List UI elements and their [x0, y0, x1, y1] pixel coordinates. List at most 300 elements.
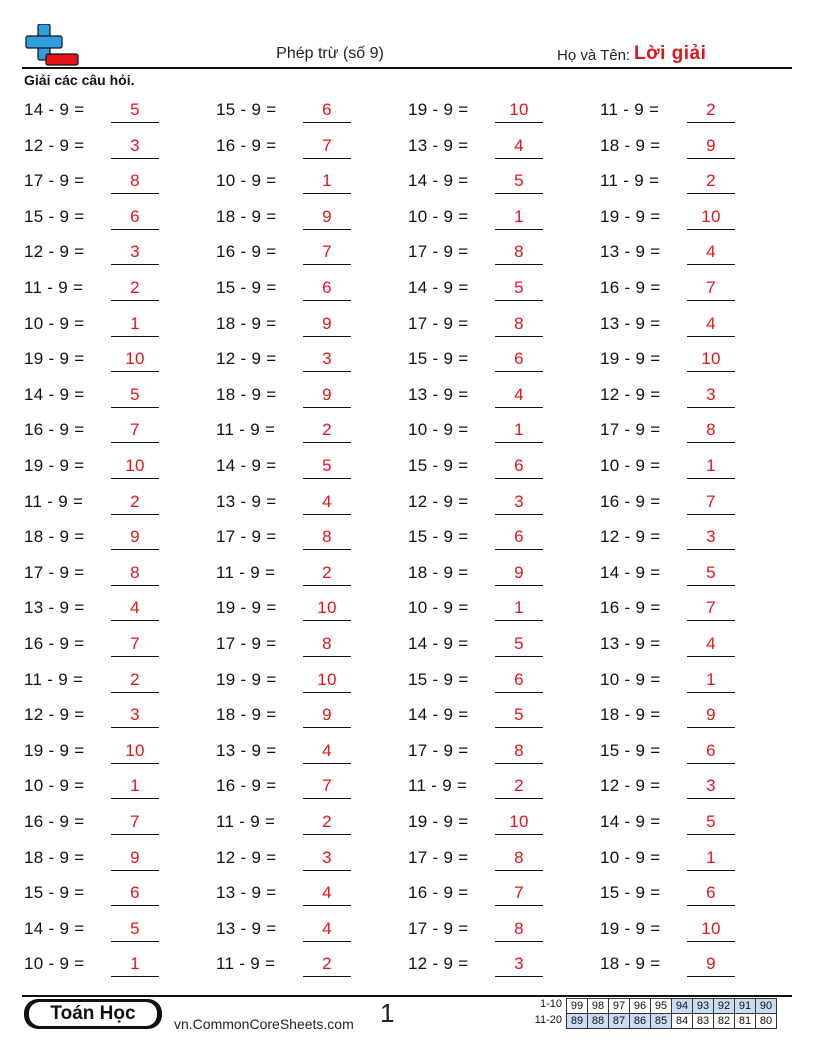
brand-label: Toán Học: [29, 1002, 157, 1026]
answer-blank: [687, 336, 735, 337]
problem-expression: 18 - 9 =: [216, 705, 277, 725]
answer-blank: [111, 300, 159, 301]
answer-blank: [495, 122, 543, 123]
problem-expression: 10 - 9 =: [600, 847, 661, 867]
instructions: Giải các câu hỏi.: [24, 72, 135, 88]
problem-expression: 14 - 9 =: [408, 278, 469, 297]
answer-blank: [687, 229, 735, 230]
answer-value: 2: [514, 776, 524, 796]
answer-value: 8: [706, 420, 716, 440]
answer-blank: [495, 336, 543, 337]
answer-value: 8: [322, 527, 332, 547]
answer-blank: [303, 336, 351, 337]
problem-expression: 18 - 9 =: [600, 135, 661, 155]
answer-blank: [111, 336, 159, 337]
answer-blank: [303, 478, 351, 479]
answer-blank: [495, 371, 543, 372]
problem-expression: 10 - 9 =: [216, 171, 277, 191]
answer-blank: [111, 763, 159, 764]
answer-blank: [111, 941, 159, 942]
answer-value: 10: [317, 598, 337, 618]
answer-value: 8: [322, 634, 332, 653]
answer-value: 10: [701, 918, 721, 938]
answer-blank: [303, 229, 351, 230]
problem-expression: 16 - 9 =: [216, 242, 277, 262]
problem-expression: 13 - 9 =: [600, 634, 661, 653]
answer-blank: [687, 727, 735, 728]
answer-blank: [687, 870, 735, 871]
score-cell: 82: [714, 1014, 735, 1029]
answer-blank: [111, 834, 159, 835]
answer-value: 5: [706, 812, 716, 831]
problem-expression: 12 - 9 =: [600, 776, 661, 796]
answer-blank: [111, 514, 159, 515]
answer-blank: [303, 905, 351, 906]
problem-expression: 11 - 9 =: [600, 171, 660, 191]
answer-value: 6: [322, 100, 332, 119]
answer-value: 4: [322, 883, 332, 903]
answer-value: 4: [514, 135, 524, 155]
answer-blank: [303, 549, 351, 550]
answer-value: 3: [706, 384, 716, 404]
answer-blank: [111, 620, 159, 621]
answer-value: 3: [706, 776, 716, 796]
answer-value: 9: [706, 135, 716, 155]
answer-blank: [303, 870, 351, 871]
problem-expression: 11 - 9 =: [24, 669, 84, 689]
answer-value: 5: [514, 171, 524, 191]
answer-blank: [495, 264, 543, 265]
score-row-label: 1-10: [539, 998, 562, 1010]
answer-blank: [495, 941, 543, 942]
name-value: Lời giải: [634, 43, 707, 64]
problem-expression: 16 - 9 =: [24, 634, 85, 653]
answer-value: 6: [514, 456, 524, 475]
score-cell: 98: [588, 999, 609, 1014]
answer-value: 6: [322, 278, 332, 297]
problem-expression: 11 - 9 =: [600, 100, 660, 119]
answer-value: 3: [322, 847, 332, 867]
answer-blank: [495, 158, 543, 159]
answer-value: 4: [706, 242, 716, 262]
answer-value: 8: [514, 242, 524, 262]
score-table: [566, 998, 777, 1029]
answer-blank: [111, 193, 159, 194]
problem-expression: 10 - 9 =: [408, 420, 469, 440]
problem-expression: 18 - 9 =: [216, 313, 277, 333]
answer-blank: [687, 514, 735, 515]
problem-expression: 11 - 9 =: [24, 491, 84, 511]
answer-blank: [495, 798, 543, 799]
problem-expression: 12 - 9 =: [24, 135, 85, 155]
answer-value: 8: [514, 740, 524, 760]
score-row: [567, 999, 777, 1014]
score-cell: 84: [672, 1014, 693, 1029]
answer-blank: [687, 620, 735, 621]
problem-expression: 12 - 9 =: [24, 242, 85, 262]
problem-expression: 17 - 9 =: [408, 242, 469, 262]
problem-expression: 13 - 9 =: [600, 313, 661, 333]
answer-blank: [687, 763, 735, 764]
problem-expression: 15 - 9 =: [408, 527, 469, 547]
site-url: vn.CommonCoreSheets.com: [174, 1016, 354, 1032]
problem-expression: 10 - 9 =: [24, 954, 85, 974]
answer-blank: [495, 549, 543, 550]
answer-blank: [687, 585, 735, 586]
score-cell: 91: [735, 999, 756, 1014]
problem-expression: 17 - 9 =: [600, 420, 661, 440]
problem-expression: 14 - 9 =: [408, 171, 469, 191]
answer-value: 10: [509, 812, 529, 831]
answer-blank: [111, 158, 159, 159]
problem-expression: 10 - 9 =: [24, 313, 85, 333]
name-label: Họ và Tên:: [557, 47, 631, 64]
problem-expression: 16 - 9 =: [24, 812, 85, 831]
problem-expression: 15 - 9 =: [24, 206, 85, 226]
problem-expression: 13 - 9 =: [216, 918, 277, 938]
answer-value: 1: [514, 598, 524, 618]
problem-expression: 12 - 9 =: [216, 847, 277, 867]
answer-value: 8: [130, 171, 140, 191]
answer-blank: [495, 727, 543, 728]
problem-expression: 19 - 9 =: [600, 206, 661, 226]
problem-expression: 16 - 9 =: [600, 278, 661, 297]
page-number: 1: [380, 998, 395, 1028]
answer-value: 6: [706, 883, 716, 903]
problem-expression: 12 - 9 =: [408, 954, 469, 974]
footer-divider: [22, 995, 792, 997]
answer-value: 9: [322, 206, 332, 226]
answer-blank: [111, 870, 159, 871]
answer-blank: [495, 656, 543, 657]
problem-expression: 19 - 9 =: [24, 740, 85, 760]
answer-blank: [687, 158, 735, 159]
problem-expression: 17 - 9 =: [216, 634, 277, 653]
problem-expression: 10 - 9 =: [408, 598, 469, 618]
answer-value: 4: [706, 634, 716, 653]
answer-blank: [687, 193, 735, 194]
answer-value: 4: [322, 918, 332, 938]
answer-value: 3: [514, 954, 524, 974]
problem-expression: 11 - 9 =: [216, 420, 276, 440]
answer-blank: [495, 229, 543, 230]
score-cell: 97: [609, 999, 630, 1014]
answer-blank: [495, 585, 543, 586]
answer-value: 10: [701, 206, 721, 226]
problem-expression: 10 - 9 =: [408, 206, 469, 226]
answer-blank: [111, 727, 159, 728]
answer-value: 9: [706, 705, 716, 725]
answer-blank: [111, 478, 159, 479]
answer-blank: [687, 371, 735, 372]
answer-blank: [303, 620, 351, 621]
answer-blank: [303, 407, 351, 408]
answer-value: 7: [322, 135, 332, 155]
problem-expression: 12 - 9 =: [600, 384, 661, 404]
problem-expression: 18 - 9 =: [216, 206, 277, 226]
answer-blank: [111, 656, 159, 657]
answer-value: 2: [130, 669, 140, 689]
problem-expression: 13 - 9 =: [216, 740, 277, 760]
answer-value: 4: [706, 313, 716, 333]
answer-blank: [111, 442, 159, 443]
answer-value: 3: [514, 491, 524, 511]
answer-value: 1: [706, 456, 716, 475]
problem-expression: 14 - 9 =: [600, 562, 661, 582]
problem-expression: 19 - 9 =: [216, 598, 277, 618]
answer-value: 1: [514, 206, 524, 226]
problem-expression: 18 - 9 =: [24, 847, 85, 867]
problem-expression: 12 - 9 =: [408, 491, 469, 511]
answer-value: 8: [514, 847, 524, 867]
answer-value: 6: [514, 669, 524, 689]
answer-blank: [303, 122, 351, 123]
answer-blank: [495, 976, 543, 977]
problem-expression: 14 - 9 =: [408, 705, 469, 725]
problem-expression: 14 - 9 =: [24, 384, 85, 404]
answer-value: 3: [322, 349, 332, 369]
answer-value: 1: [130, 954, 140, 974]
answer-value: 1: [130, 776, 140, 796]
problem-expression: 13 - 9 =: [408, 135, 469, 155]
answer-value: 1: [322, 171, 332, 191]
answer-value: 7: [706, 598, 716, 618]
answer-value: 6: [514, 527, 524, 547]
problem-expression: 19 - 9 =: [24, 456, 85, 475]
answer-value: 5: [514, 634, 524, 653]
answer-value: 4: [322, 491, 332, 511]
answer-blank: [687, 941, 735, 942]
problem-expression: 15 - 9 =: [600, 883, 661, 903]
answer-value: 2: [130, 491, 140, 511]
problem-expression: 12 - 9 =: [600, 527, 661, 547]
answer-value: 9: [322, 384, 332, 404]
score-row: [567, 1014, 777, 1029]
problem-expression: 11 - 9 =: [216, 562, 276, 582]
score-row-label: 11-20: [534, 1014, 562, 1026]
answer-value: 7: [130, 420, 140, 440]
score-cell: 90: [756, 999, 777, 1014]
answer-blank: [111, 122, 159, 123]
answer-value: 9: [322, 313, 332, 333]
answer-blank: [111, 585, 159, 586]
problem-expression: 14 - 9 =: [408, 634, 469, 653]
problem-expression: 15 - 9 =: [216, 278, 277, 297]
problem-expression: 19 - 9 =: [408, 812, 469, 831]
problem-expression: 14 - 9 =: [24, 918, 85, 938]
answer-value: 5: [130, 100, 140, 119]
answer-value: 2: [322, 954, 332, 974]
problem-expression: 14 - 9 =: [600, 812, 661, 831]
answer-value: 1: [706, 847, 716, 867]
answer-blank: [687, 264, 735, 265]
answer-value: 10: [317, 669, 337, 689]
score-cell: 93: [693, 999, 714, 1014]
answer-value: 6: [130, 206, 140, 226]
problem-expression: 13 - 9 =: [24, 598, 85, 618]
answer-blank: [495, 692, 543, 693]
answer-value: 8: [514, 918, 524, 938]
answer-value: 6: [514, 349, 524, 369]
answer-blank: [495, 193, 543, 194]
problem-expression: 16 - 9 =: [216, 776, 277, 796]
problem-expression: 17 - 9 =: [24, 562, 85, 582]
answer-blank: [303, 976, 351, 977]
answer-value: 9: [706, 954, 716, 974]
answer-value: 6: [130, 883, 140, 903]
score-cell: 87: [609, 1014, 630, 1029]
answer-value: 2: [706, 100, 716, 119]
answer-value: 9: [322, 705, 332, 725]
answer-blank: [687, 834, 735, 835]
problem-expression: 16 - 9 =: [600, 491, 661, 511]
answer-blank: [111, 976, 159, 977]
problem-expression: 15 - 9 =: [408, 669, 469, 689]
answer-blank: [495, 514, 543, 515]
answer-blank: [111, 264, 159, 265]
answer-value: 1: [706, 669, 716, 689]
answer-value: 5: [514, 705, 524, 725]
answer-blank: [495, 834, 543, 835]
score-cell: 86: [630, 1014, 651, 1029]
answer-value: 9: [130, 847, 140, 867]
answer-blank: [303, 798, 351, 799]
problem-expression: 11 - 9 =: [408, 776, 468, 796]
score-cell: 92: [714, 999, 735, 1014]
problem-expression: 12 - 9 =: [24, 705, 85, 725]
problem-expression: 11 - 9 =: [24, 278, 84, 297]
answer-blank: [495, 407, 543, 408]
answer-blank: [111, 229, 159, 230]
answer-value: 10: [701, 349, 721, 369]
problem-expression: 19 - 9 =: [216, 669, 277, 689]
problem-expression: 16 - 9 =: [216, 135, 277, 155]
problem-expression: 18 - 9 =: [24, 527, 85, 547]
answer-blank: [303, 264, 351, 265]
answer-value: 5: [706, 562, 716, 582]
problem-expression: 10 - 9 =: [600, 456, 661, 475]
answer-value: 7: [514, 883, 524, 903]
problem-expression: 19 - 9 =: [24, 349, 85, 369]
answer-value: 7: [322, 242, 332, 262]
answer-blank: [687, 549, 735, 550]
answer-blank: [495, 478, 543, 479]
problem-expression: 18 - 9 =: [216, 384, 277, 404]
answer-value: 10: [125, 349, 145, 369]
answer-value: 4: [514, 384, 524, 404]
problem-expression: 13 - 9 =: [408, 384, 469, 404]
answer-value: 7: [130, 812, 140, 831]
answer-blank: [687, 122, 735, 123]
answer-blank: [111, 905, 159, 906]
score-cell: 88: [588, 1014, 609, 1029]
answer-value: 4: [130, 598, 140, 618]
plus-minus-logo-icon: [24, 24, 80, 68]
problem-expression: 19 - 9 =: [600, 918, 661, 938]
brand-badge: [24, 999, 162, 1029]
problem-expression: 19 - 9 =: [600, 349, 661, 369]
problem-expression: 12 - 9 =: [216, 349, 277, 369]
answer-blank: [495, 870, 543, 871]
answer-value: 3: [130, 242, 140, 262]
answer-blank: [495, 620, 543, 621]
answer-value: 10: [125, 740, 145, 760]
problem-expression: 15 - 9 =: [216, 100, 277, 119]
answer-blank: [495, 905, 543, 906]
problem-expression: 13 - 9 =: [216, 883, 277, 903]
score-cell: 85: [651, 1014, 672, 1029]
problem-expression: 15 - 9 =: [408, 349, 469, 369]
problem-expression: 17 - 9 =: [408, 847, 469, 867]
problem-expression: 13 - 9 =: [600, 242, 661, 262]
problem-expression: 18 - 9 =: [600, 954, 661, 974]
answer-blank: [111, 371, 159, 372]
answer-value: 2: [706, 171, 716, 191]
answer-blank: [303, 371, 351, 372]
problem-expression: 13 - 9 =: [216, 491, 277, 511]
problem-expression: 15 - 9 =: [24, 883, 85, 903]
answer-blank: [687, 478, 735, 479]
score-cell: 95: [651, 999, 672, 1014]
problem-expression: 18 - 9 =: [408, 562, 469, 582]
answer-blank: [303, 514, 351, 515]
answer-blank: [303, 692, 351, 693]
answer-value: 3: [130, 705, 140, 725]
problem-expression: 17 - 9 =: [408, 740, 469, 760]
answer-blank: [495, 442, 543, 443]
answer-blank: [687, 905, 735, 906]
answer-blank: [303, 941, 351, 942]
problem-expression: 16 - 9 =: [24, 420, 85, 440]
answer-value: 1: [514, 420, 524, 440]
answer-blank: [687, 798, 735, 799]
answer-value: 3: [706, 527, 716, 547]
answer-value: 1: [130, 313, 140, 333]
problem-expression: 17 - 9 =: [24, 171, 85, 191]
answer-value: 3: [130, 135, 140, 155]
problem-expression: 18 - 9 =: [600, 705, 661, 725]
answer-value: 5: [514, 278, 524, 297]
answer-blank: [495, 763, 543, 764]
answer-value: 2: [322, 562, 332, 582]
answer-blank: [303, 158, 351, 159]
score-cell: 99: [567, 999, 588, 1014]
problem-expression: 16 - 9 =: [408, 883, 469, 903]
problem-expression: 10 - 9 =: [24, 776, 85, 796]
answer-blank: [303, 656, 351, 657]
answer-value: 5: [130, 384, 140, 404]
answer-blank: [303, 834, 351, 835]
score-cell: 96: [630, 999, 651, 1014]
header-divider: [22, 67, 792, 69]
answer-value: 8: [514, 313, 524, 333]
answer-blank: [303, 442, 351, 443]
problem-expression: 11 - 9 =: [216, 954, 276, 974]
score-cell: 80: [756, 1014, 777, 1029]
problem-expression: 14 - 9 =: [216, 456, 277, 475]
answer-blank: [111, 692, 159, 693]
problem-expression: 15 - 9 =: [600, 740, 661, 760]
answer-blank: [687, 976, 735, 977]
answer-blank: [687, 692, 735, 693]
answer-value: 2: [322, 420, 332, 440]
score-cell: 83: [693, 1014, 714, 1029]
answer-blank: [303, 763, 351, 764]
answer-blank: [303, 300, 351, 301]
problem-expression: 15 - 9 =: [408, 456, 469, 475]
answer-blank: [495, 300, 543, 301]
problem-expression: 16 - 9 =: [600, 598, 661, 618]
